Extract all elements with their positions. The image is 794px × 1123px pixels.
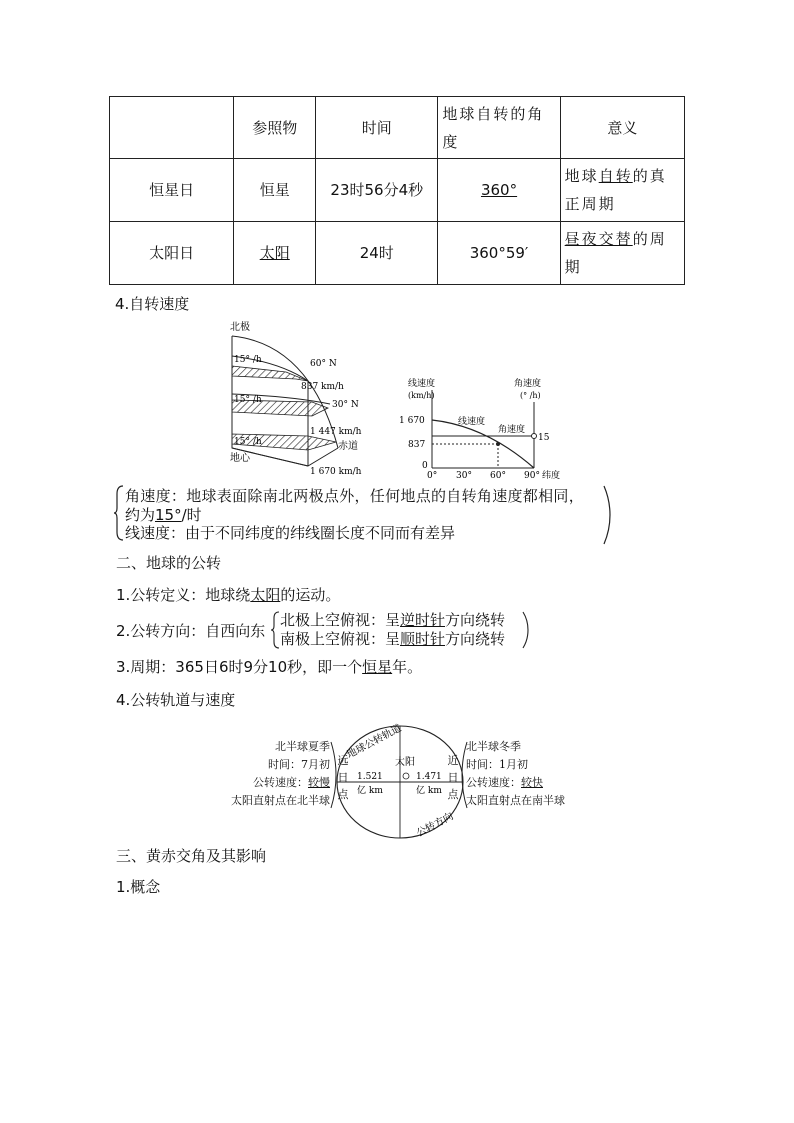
meaning-text: 地球 <box>564 167 599 185</box>
text-fragment: 公转速度： <box>466 776 521 789</box>
section-heading-revolution: 二、地球的公转 <box>116 554 222 572</box>
underlined-answer: 太阳 <box>259 244 290 262</box>
underlined-answer: 较快 <box>521 776 543 789</box>
left-brace <box>113 484 125 542</box>
underlined-answer: 逆时针 <box>400 611 446 629</box>
south-pole-view <box>280 628 505 649</box>
right-tick: 15 <box>538 433 550 443</box>
info-line <box>216 774 330 792</box>
far-distance: 1.521 <box>357 772 383 782</box>
table-cell: 23时56分4秒 <box>316 159 438 222</box>
table-cell: 恒星日 <box>110 159 234 222</box>
info-line <box>466 774 586 792</box>
table-cell <box>234 222 316 285</box>
revolution-period <box>116 656 422 677</box>
y-tick: 1 670 <box>399 416 425 426</box>
info-line: 太阳直射点在南半球 <box>466 794 565 807</box>
x-tick: 30° <box>456 471 472 480</box>
direction-right-brace <box>522 610 532 650</box>
section-heading-orbit: 4.公转轨道与速度 <box>116 691 236 709</box>
underlined-answer: 15° <box>155 506 182 524</box>
angle-label: 15° /h <box>234 355 262 365</box>
table-header-cell: 意义 <box>560 97 684 159</box>
rotation-table <box>109 96 685 285</box>
latitude-label: 30° N <box>332 400 359 410</box>
north-pole-view <box>280 609 505 630</box>
revolution-direction-label: 2.公转方向：自西向东 <box>116 622 266 640</box>
curve-label: 线速度 <box>458 417 486 427</box>
info-line: 北半球夏季 <box>275 740 330 753</box>
point-60deg <box>496 442 500 446</box>
y-tick: 837 <box>408 440 426 450</box>
subsection-concept: 1.概念 <box>116 878 161 896</box>
text-fragment: 方向绕转 <box>445 611 506 629</box>
y-left-label: 线速度 <box>408 379 436 389</box>
info-line: 时间：1月初 <box>466 758 528 771</box>
underlined-answer: 昼夜交替 <box>564 230 633 248</box>
aphelion-label: 远日点 <box>337 754 349 801</box>
text-fragment: 1.公转定义：地球绕 <box>116 586 251 604</box>
x-tick: 60° <box>490 471 506 480</box>
x-axis-label: 纬度 <box>542 471 561 480</box>
sun-icon <box>403 773 409 779</box>
table-header-cell: 地球自转的角度 <box>438 97 560 159</box>
table-header-cell <box>110 97 234 159</box>
table-cell: 恒星 <box>234 159 316 222</box>
text-fragment: 约为 <box>125 506 156 524</box>
right-brace <box>602 484 614 546</box>
underlined-answer: 太阳 <box>250 586 281 604</box>
table-cell: 24时 <box>316 222 438 285</box>
underlined-answer: 较慢 <box>308 776 330 789</box>
table-cell <box>560 222 684 285</box>
y-tick: 0 <box>422 461 428 471</box>
table-cell <box>438 159 560 222</box>
perihelion-label: 近日点 <box>447 754 459 801</box>
point-90deg <box>532 434 537 439</box>
table-header-cell: 参照物 <box>234 97 316 159</box>
speed-label: 837 km/h <box>301 382 344 392</box>
table-row <box>110 222 685 285</box>
text-fragment: 年。 <box>392 658 423 676</box>
linear-speed-text: 线速度：由于不同纬度的纬线圈长度不同而有差异 <box>125 524 456 542</box>
x-tick: 90° <box>524 471 540 480</box>
text-fragment: 南极上空俯视：呈 <box>280 630 401 648</box>
sun-label: 太阳 <box>395 757 415 768</box>
text-fragment: 公转速度： <box>253 776 308 789</box>
underlined-answer: 恒星 <box>362 658 393 676</box>
latitude-label: 赤道 <box>338 441 358 452</box>
direction-label: 公转方向 <box>414 810 456 840</box>
section-heading-obliquity: 三、黄赤交角及其影响 <box>116 847 267 865</box>
perihelion-far-side-info <box>216 738 330 810</box>
text-fragment: /时 <box>181 506 202 524</box>
speed-graph <box>396 376 576 480</box>
table-cell: 360°59′ <box>438 222 560 285</box>
y-right-label: 角速度 <box>514 379 542 389</box>
speed-label: 1 670 km/h <box>310 467 362 477</box>
table-header-row <box>110 97 685 159</box>
far-distance-unit: 亿 km <box>357 786 383 796</box>
line-label: 角速度 <box>498 425 526 435</box>
perihelion-near-side-info <box>466 738 586 810</box>
north-pole-label: 北极 <box>230 322 250 333</box>
near-distance: 1.471 <box>416 772 442 782</box>
text-fragment: 3.周期：365日6时9分10秒，即一个 <box>116 658 363 676</box>
table-cell: 太阳日 <box>110 222 234 285</box>
meaning-text: 的真正周期 <box>564 167 667 213</box>
underlined-answer: 360° <box>480 181 518 199</box>
angle-label: 15° /h <box>234 395 262 405</box>
info-line: 太阳直射点在北半球 <box>231 794 330 807</box>
text-fragment: 的运动。 <box>280 586 341 604</box>
text-fragment: 北极上空俯视：呈 <box>280 611 401 629</box>
hatched-band-60n <box>232 366 308 381</box>
info-line: 北半球冬季 <box>466 740 521 753</box>
revolution-definition <box>116 584 340 605</box>
latitude-label: 60° N <box>310 359 337 369</box>
rotation-speed-figure <box>220 316 380 478</box>
x-tick: 0° <box>427 471 438 480</box>
angle-label: 15° /h <box>234 437 262 447</box>
y-left-unit: (km/h) <box>408 391 435 400</box>
table-header-cell: 时间 <box>316 97 438 159</box>
table-cell <box>560 159 684 222</box>
center-label: 地心 <box>230 453 250 464</box>
meaning-text: 的周期 <box>564 230 667 276</box>
angular-speed-text: 角速度：地球表面除南北两极点外，任何地点的自转角速度都相同， <box>125 487 585 505</box>
table-row <box>110 159 685 222</box>
underlined-answer: 顺时针 <box>400 630 446 648</box>
y-right-unit: (° /h) <box>520 391 541 400</box>
text-fragment: 方向绕转 <box>445 630 506 648</box>
orbit-label: 地球公转轨道 <box>345 722 404 761</box>
speed-label: 1 447 km/h <box>310 427 362 437</box>
section-heading-rotation-speed: 4.自转速度 <box>115 295 190 313</box>
underlined-answer: 自转 <box>598 167 633 185</box>
near-distance-unit: 亿 km <box>416 786 442 796</box>
info-line: 时间：7月初 <box>268 758 330 771</box>
direction-left-brace <box>270 610 280 650</box>
